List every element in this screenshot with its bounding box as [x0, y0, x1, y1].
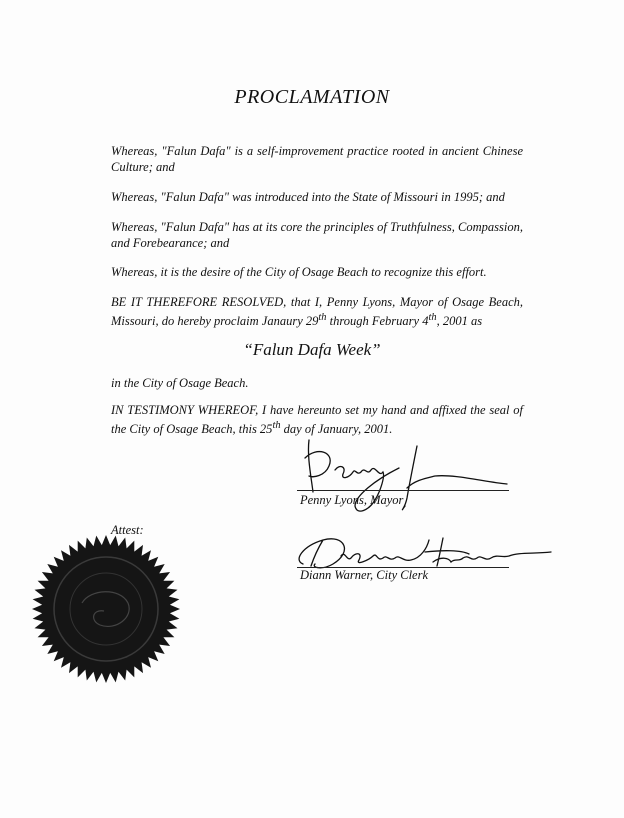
- resolved-text-part-3: , 2001 as: [436, 314, 483, 329]
- clerk-label: Diann Warner, City Clerk: [300, 568, 429, 582]
- resolved-paragraph: [111, 294, 523, 329]
- resolved-superscript-1: th: [318, 312, 327, 323]
- mayor-signature: [295, 436, 510, 526]
- testimony-text-part-2: day of January, 2001.: [280, 422, 393, 437]
- testimony-paragraph: [111, 402, 523, 437]
- city-seal-icon: [30, 533, 182, 685]
- mayor-signature-line: [297, 490, 509, 491]
- whereas-paragraph-1: Whereas, "Falun Dafa" is a self-improvement practice rooted in ancient Chinese Culture; and: [111, 144, 523, 174]
- resolved-text-part-2: through February 4: [326, 314, 429, 329]
- whereas-paragraph-3: Whereas, "Falun Dafa" has at its core the principles of Truthfulness, Compassion, and Forebearance; and: [111, 220, 523, 250]
- city-line: in the City of Osage Beach.: [111, 376, 249, 390]
- whereas-paragraph-4: Whereas, it is the desire of the City of Osage Beach to recognize this effort.: [111, 265, 487, 279]
- testimony-text-part-1: IN TESTIMONY WHEREOF, I have hereunto set my hand and affixed the seal of the City of Osage Beach, this 25: [111, 403, 523, 437]
- whereas-paragraph-2: Whereas, "Falun Dafa" was introduced into the State of Missouri in 1995; and: [111, 190, 505, 204]
- resolved-superscript-2: th: [428, 312, 437, 323]
- document-title: PROCLAMATION: [234, 86, 390, 108]
- testimony-superscript: th: [272, 420, 281, 431]
- mayor-label: Penny Lyons, Mayor: [300, 493, 404, 507]
- week-name: “Falun Dafa Week”: [243, 340, 381, 359]
- resolved-text-part-1: BE IT THEREFORE RESOLVED, that I, Penny Lyons, Mayor of Osage Beach, Missouri, do hereby proclaim Janaury 29: [111, 295, 523, 329]
- attest-label: Attest:: [111, 523, 144, 537]
